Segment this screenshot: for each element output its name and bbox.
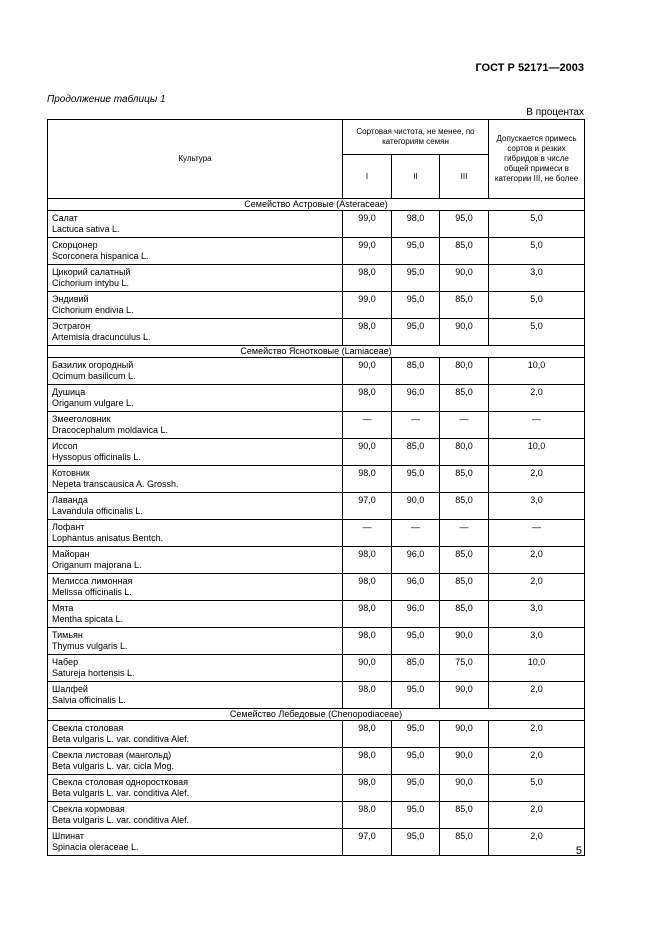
purity-cat-2-cell: 96,0 bbox=[392, 547, 440, 574]
purity-cat-3-cell: 95,0 bbox=[440, 211, 489, 238]
admixture-cell: 2,0 bbox=[489, 574, 585, 601]
crop-cell bbox=[48, 292, 343, 319]
crop-name: Змееголовник bbox=[52, 414, 111, 424]
admixture-cell: 3,0 bbox=[489, 493, 585, 520]
crop-latin-name: Beta vulgaris L. var. conditiva Alef. bbox=[52, 788, 190, 798]
crop-name: Эндивий bbox=[52, 294, 89, 304]
crop-name: Тимьян bbox=[52, 630, 83, 640]
table-row bbox=[48, 211, 585, 238]
purity-cat-3-cell: 90,0 bbox=[440, 775, 489, 802]
purity-cat-3-cell: 80,0 bbox=[440, 439, 489, 466]
purity-cat-1-cell: 98,0 bbox=[343, 682, 392, 709]
table-row bbox=[48, 775, 585, 802]
admixture-cell: — bbox=[489, 412, 585, 439]
purity-cat-1-cell: 90,0 bbox=[343, 358, 392, 385]
admixture-cell: 3,0 bbox=[489, 628, 585, 655]
admixture-cell: 3,0 bbox=[489, 601, 585, 628]
purity-cat-2-cell: 95,0 bbox=[392, 292, 440, 319]
crop-latin-name: Mentha spicata L. bbox=[52, 614, 124, 624]
header-admixture-allowance: Допускается примесь сортов и резких гибридов в числе общей примеси в категории III, не более bbox=[489, 120, 585, 199]
crop-name: Салат bbox=[52, 213, 78, 223]
purity-cat-3-cell: 90,0 bbox=[440, 628, 489, 655]
purity-cat-1-cell: 98,0 bbox=[343, 319, 392, 346]
table-row bbox=[48, 238, 585, 265]
purity-cat-1-cell: 99,0 bbox=[343, 292, 392, 319]
crop-latin-name: Thymus vulgaris L. bbox=[52, 641, 128, 651]
crop-cell bbox=[48, 682, 343, 709]
table-row bbox=[48, 574, 585, 601]
purity-cat-2-cell: 95,0 bbox=[392, 466, 440, 493]
purity-cat-2-cell: 95,0 bbox=[392, 748, 440, 775]
admixture-cell: 5,0 bbox=[489, 319, 585, 346]
table-row bbox=[48, 412, 585, 439]
crop-name: Лофант bbox=[52, 522, 85, 532]
purity-cat-1-cell: 98,0 bbox=[343, 466, 392, 493]
crop-name: Эстрагон bbox=[52, 321, 91, 331]
purity-cat-2-cell: 96,0 bbox=[392, 601, 440, 628]
table-row bbox=[48, 520, 585, 547]
purity-cat-1-cell: 98,0 bbox=[343, 385, 392, 412]
admixture-cell: 10,0 bbox=[489, 439, 585, 466]
purity-cat-3-cell: 85,0 bbox=[440, 601, 489, 628]
purity-cat-1-cell: — bbox=[343, 412, 392, 439]
purity-cat-2-cell: 95,0 bbox=[392, 775, 440, 802]
purity-cat-3-cell: 85,0 bbox=[440, 829, 489, 856]
crop-name: Базилик огородный bbox=[52, 360, 134, 370]
family-heading: Семейство Яснотковые (Lamiaceae) bbox=[48, 346, 585, 358]
family-heading: Семейство Астровые (Asteraceae) bbox=[48, 199, 585, 211]
purity-cat-2-cell: 90,0 bbox=[392, 493, 440, 520]
purity-cat-1-cell: 90,0 bbox=[343, 655, 392, 682]
crop-cell bbox=[48, 265, 343, 292]
crop-cell bbox=[48, 748, 343, 775]
admixture-cell: 2,0 bbox=[489, 748, 585, 775]
purity-cat-3-cell: 90,0 bbox=[440, 748, 489, 775]
purity-cat-1-cell: 98,0 bbox=[343, 748, 392, 775]
purity-cat-3-cell: — bbox=[440, 520, 489, 547]
crop-latin-name: Lactuca sativa L. bbox=[52, 224, 120, 234]
purity-cat-2-cell: 96,0 bbox=[392, 385, 440, 412]
crop-latin-name: Nepeta transcausica A. Grossh. bbox=[52, 479, 179, 489]
admixture-cell: 3,0 bbox=[489, 265, 585, 292]
purity-cat-3-cell: 90,0 bbox=[440, 682, 489, 709]
purity-cat-1-cell: 98,0 bbox=[343, 802, 392, 829]
purity-cat-3-cell: 80,0 bbox=[440, 358, 489, 385]
purity-cat-2-cell: 98,0 bbox=[392, 211, 440, 238]
table-row bbox=[48, 385, 585, 412]
purity-cat-3-cell: 90,0 bbox=[440, 265, 489, 292]
crop-latin-name: Origanum vulgare L. bbox=[52, 398, 134, 408]
crop-latin-name: Dracocephalum moldavica L. bbox=[52, 425, 169, 435]
admixture-cell: 2,0 bbox=[489, 466, 585, 493]
purity-cat-1-cell: 98,0 bbox=[343, 601, 392, 628]
crop-cell bbox=[48, 520, 343, 547]
table-row bbox=[48, 319, 585, 346]
purity-cat-2-cell: 95,0 bbox=[392, 721, 440, 748]
crop-cell bbox=[48, 466, 343, 493]
purity-cat-2-cell: 85,0 bbox=[392, 655, 440, 682]
crop-cell bbox=[48, 385, 343, 412]
purity-cat-2-cell: 85,0 bbox=[392, 439, 440, 466]
table-row bbox=[48, 682, 585, 709]
family-row bbox=[48, 709, 585, 721]
family-row bbox=[48, 199, 585, 211]
admixture-cell: — bbox=[489, 520, 585, 547]
crop-name: Скорцонер bbox=[52, 240, 98, 250]
crop-cell bbox=[48, 238, 343, 265]
crop-latin-name: Cichorium endivia L. bbox=[52, 305, 134, 315]
admixture-cell: 2,0 bbox=[489, 682, 585, 709]
crop-cell bbox=[48, 319, 343, 346]
crop-cell bbox=[48, 601, 343, 628]
purity-cat-2-cell: 96,0 bbox=[392, 574, 440, 601]
admixture-cell: 2,0 bbox=[489, 547, 585, 574]
crop-latin-name: Hyssopus officinalis L. bbox=[52, 452, 141, 462]
purity-cat-2-cell: — bbox=[392, 520, 440, 547]
purity-cat-2-cell: 95,0 bbox=[392, 319, 440, 346]
purity-cat-2-cell: 85,0 bbox=[392, 358, 440, 385]
crop-name: Котовник bbox=[52, 468, 90, 478]
crop-latin-name: Satureja hortensis L. bbox=[52, 668, 135, 678]
table-row bbox=[48, 721, 585, 748]
table-row bbox=[48, 547, 585, 574]
admixture-cell: 2,0 bbox=[489, 721, 585, 748]
crop-latin-name: Salvia officinalis L. bbox=[52, 695, 126, 705]
purity-cat-3-cell: 85,0 bbox=[440, 238, 489, 265]
crop-latin-name: Ocimum basilicum L. bbox=[52, 371, 136, 381]
purity-cat-3-cell: — bbox=[440, 412, 489, 439]
purity-cat-3-cell: 75,0 bbox=[440, 655, 489, 682]
family-heading: Семейство Лебедовые (Chenopodiaceae) bbox=[48, 709, 585, 721]
crop-cell bbox=[48, 493, 343, 520]
table-row bbox=[48, 628, 585, 655]
header-category-ii: II bbox=[392, 155, 440, 199]
crop-name: Свекла столовая bbox=[52, 723, 124, 733]
purity-cat-3-cell: 85,0 bbox=[440, 574, 489, 601]
crop-cell bbox=[48, 547, 343, 574]
crop-cell bbox=[48, 358, 343, 385]
crop-name: Мелисса лимонная bbox=[52, 576, 133, 586]
seed-purity-table bbox=[47, 119, 585, 856]
purity-cat-1-cell: 98,0 bbox=[343, 574, 392, 601]
purity-cat-3-cell: 85,0 bbox=[440, 292, 489, 319]
admixture-cell: 5,0 bbox=[489, 238, 585, 265]
table-row bbox=[48, 748, 585, 775]
purity-cat-1-cell: 99,0 bbox=[343, 211, 392, 238]
crop-cell bbox=[48, 721, 343, 748]
admixture-cell: 2,0 bbox=[489, 385, 585, 412]
table-row bbox=[48, 358, 585, 385]
crop-latin-name: Scorconera hispanica L. bbox=[52, 251, 149, 261]
admixture-cell: 10,0 bbox=[489, 655, 585, 682]
purity-cat-1-cell: 90,0 bbox=[343, 439, 392, 466]
crop-name: Шпинат bbox=[52, 831, 85, 841]
purity-cat-3-cell: 85,0 bbox=[440, 547, 489, 574]
purity-cat-1-cell: — bbox=[343, 520, 392, 547]
purity-cat-1-cell: 98,0 bbox=[343, 775, 392, 802]
table-row bbox=[48, 829, 585, 856]
page-number: 5 bbox=[575, 845, 582, 857]
admixture-cell: 10,0 bbox=[489, 358, 585, 385]
crop-name: Чабер bbox=[52, 657, 79, 667]
header-crop: Культура bbox=[48, 120, 343, 199]
purity-cat-1-cell: 97,0 bbox=[343, 829, 392, 856]
table-row bbox=[48, 493, 585, 520]
table-row bbox=[48, 466, 585, 493]
purity-cat-2-cell: 95,0 bbox=[392, 265, 440, 292]
purity-cat-3-cell: 85,0 bbox=[440, 802, 489, 829]
admixture-cell: 5,0 bbox=[489, 292, 585, 319]
admixture-cell: 2,0 bbox=[489, 829, 585, 856]
purity-cat-1-cell: 99,0 bbox=[343, 238, 392, 265]
crop-latin-name: Spinacia oleraceae L. bbox=[52, 842, 139, 852]
crop-name: Майоран bbox=[52, 549, 90, 559]
crop-name: Цикорий салатный bbox=[52, 267, 131, 277]
purity-cat-3-cell: 90,0 bbox=[440, 319, 489, 346]
crop-latin-name: Cichorium intybu L. bbox=[52, 278, 130, 288]
crop-name: Свекла листовая (мангольд) bbox=[52, 750, 172, 760]
crop-name: Свекла кормовая bbox=[52, 804, 125, 814]
table-row bbox=[48, 802, 585, 829]
crop-name: Шалфей bbox=[52, 684, 88, 694]
crop-name: Душица bbox=[52, 387, 86, 397]
crop-cell bbox=[48, 829, 343, 856]
crop-latin-name: Beta vulgaris L. var. cicla Mog. bbox=[52, 761, 175, 771]
crop-latin-name: Artemisia dracunculus L. bbox=[52, 332, 151, 342]
table-row bbox=[48, 655, 585, 682]
units-note: В процентах bbox=[526, 107, 584, 118]
crop-name: Свекла столовая одноростковая bbox=[52, 777, 188, 787]
crop-name: Мята bbox=[52, 603, 74, 613]
purity-cat-1-cell: 98,0 bbox=[343, 265, 392, 292]
admixture-cell: 5,0 bbox=[489, 211, 585, 238]
purity-cat-1-cell: 98,0 bbox=[343, 628, 392, 655]
crop-latin-name: Lavandula officinalis L. bbox=[52, 506, 143, 516]
family-row bbox=[48, 346, 585, 358]
header-variety-purity: Сортовая чистота, не менее, по категориям семян bbox=[343, 120, 489, 155]
purity-cat-3-cell: 85,0 bbox=[440, 466, 489, 493]
admixture-cell: 2,0 bbox=[489, 802, 585, 829]
purity-cat-2-cell: 95,0 bbox=[392, 829, 440, 856]
crop-cell bbox=[48, 775, 343, 802]
crop-name: Лаванда bbox=[52, 495, 88, 505]
table-body bbox=[48, 199, 585, 856]
purity-cat-2-cell: 95,0 bbox=[392, 628, 440, 655]
purity-cat-3-cell: 90,0 bbox=[440, 721, 489, 748]
crop-cell bbox=[48, 628, 343, 655]
crop-latin-name: Beta vulgaris L. var. conditiva Alef. bbox=[52, 815, 190, 825]
purity-cat-2-cell: — bbox=[392, 412, 440, 439]
purity-cat-1-cell: 98,0 bbox=[343, 547, 392, 574]
purity-cat-3-cell: 85,0 bbox=[440, 493, 489, 520]
document-id: ГОСТ Р 52171—2003 bbox=[475, 62, 584, 74]
crop-latin-name: Beta vulgaris L. var. conditiva Alef. bbox=[52, 734, 190, 744]
admixture-cell: 5,0 bbox=[489, 775, 585, 802]
purity-cat-1-cell: 98,0 bbox=[343, 721, 392, 748]
crop-cell bbox=[48, 412, 343, 439]
crop-name: Иссоп bbox=[52, 441, 78, 451]
table-row bbox=[48, 601, 585, 628]
crop-cell bbox=[48, 439, 343, 466]
crop-latin-name: Origanum majorana L. bbox=[52, 560, 142, 570]
purity-cat-2-cell: 95,0 bbox=[392, 238, 440, 265]
purity-cat-1-cell: 97,0 bbox=[343, 493, 392, 520]
table-row bbox=[48, 439, 585, 466]
crop-latin-name: Melissa officinalis L. bbox=[52, 587, 132, 597]
crop-latin-name: Lophantus anisatus Bentch. bbox=[52, 533, 164, 543]
crop-cell bbox=[48, 655, 343, 682]
header-category-i: I bbox=[343, 155, 392, 199]
crop-cell bbox=[48, 574, 343, 601]
table-continuation-caption: Продолжение таблицы 1 bbox=[47, 94, 166, 105]
table-row bbox=[48, 265, 585, 292]
purity-cat-2-cell: 95,0 bbox=[392, 802, 440, 829]
crop-cell bbox=[48, 802, 343, 829]
crop-cell bbox=[48, 211, 343, 238]
purity-cat-3-cell: 85,0 bbox=[440, 385, 489, 412]
purity-cat-2-cell: 95,0 bbox=[392, 682, 440, 709]
header-category-iii: III bbox=[440, 155, 489, 199]
table-row bbox=[48, 292, 585, 319]
